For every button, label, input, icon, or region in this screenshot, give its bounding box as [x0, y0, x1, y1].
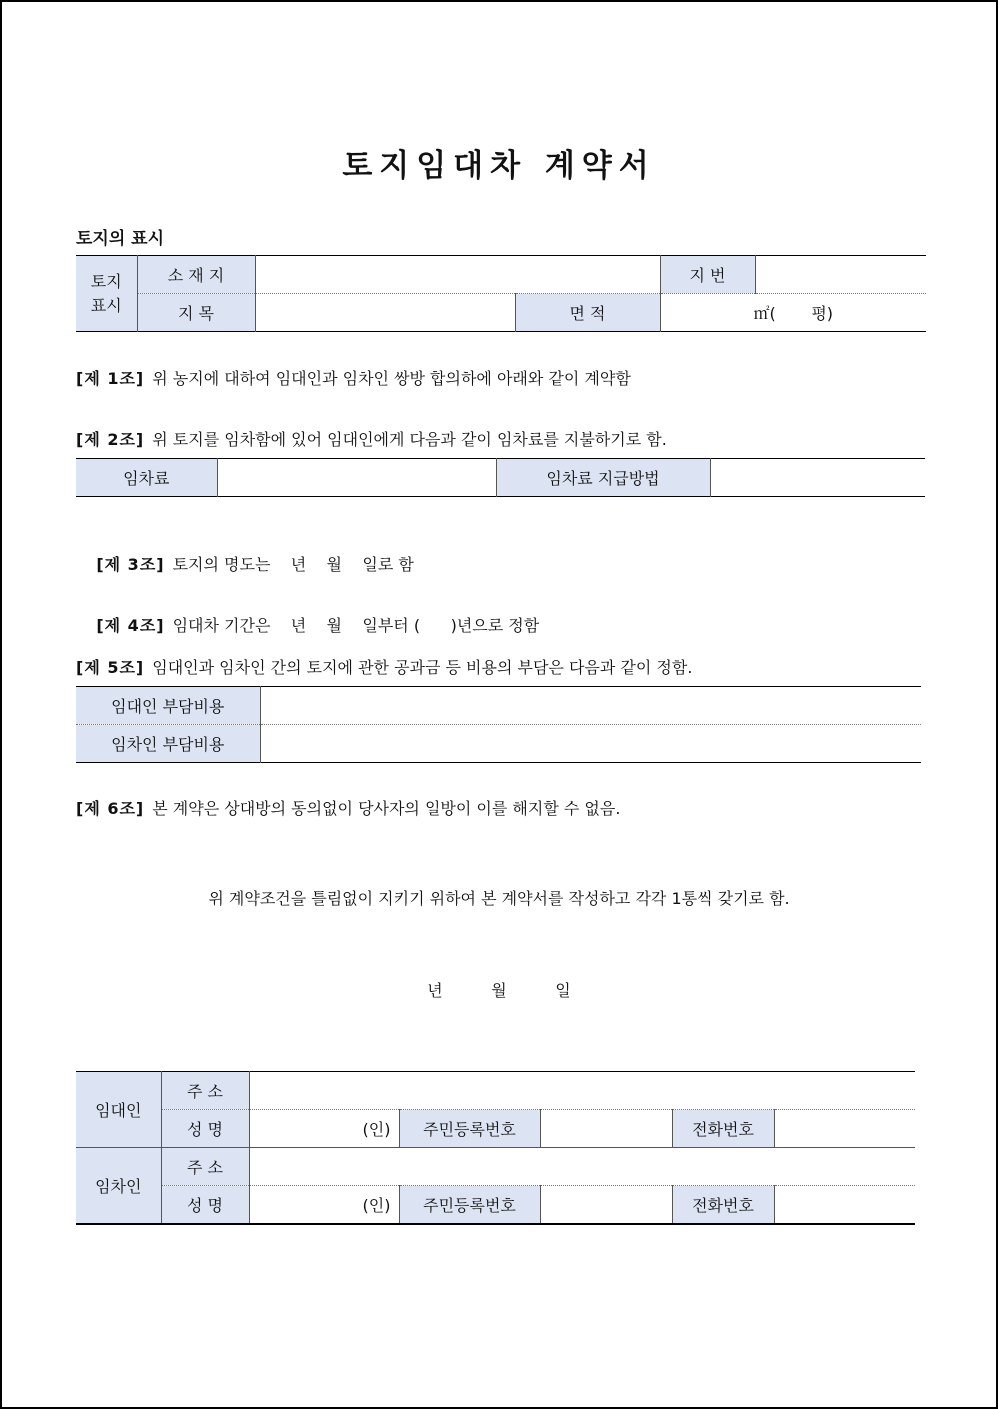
article-2 — [76, 427, 667, 450]
rent-table — [76, 458, 925, 497]
article-1-text: 위 농지에 대하여 임대인과 임차인 쌍방 합의하에 아래와 같이 계약함 — [152, 369, 631, 388]
lot-number-label: 지 번 — [660, 256, 755, 294]
article-5 — [76, 655, 692, 678]
lessee-label: 임차인 — [76, 1148, 161, 1224]
article-6-number: [제 6조] — [76, 799, 145, 818]
lessor-id-label: 주민등록번호 — [399, 1110, 540, 1148]
date-day: 일 — [555, 981, 571, 1000]
article-2-text: 위 토지를 임차함에 있어 임대인에게 다음과 같이 임차료를 지불하기로 함. — [152, 430, 667, 449]
category-field[interactable] — [255, 294, 515, 332]
lot-number-field[interactable] — [755, 256, 926, 294]
contract-date — [2, 978, 996, 1001]
date-month: 월 — [491, 981, 507, 1000]
article-3-text: 토지의 명도는 년 월 일로 함 — [172, 555, 414, 574]
lessee-phone-label: 전화번호 — [672, 1186, 774, 1224]
land-section-heading: 토지의 표시 — [76, 229, 165, 249]
lessor-name-label: 성 명 — [161, 1110, 249, 1148]
article-4-text: 임대차 기간은 년 월 일부터 ( )년으로 정함 — [172, 616, 540, 635]
closing-statement: 위 계약조건을 틀림없이 지키기 위하여 본 계약서를 작성하고 각각 1통씩 갖기로 함. — [208, 889, 790, 908]
lessor-phone-label: 전화번호 — [672, 1110, 774, 1148]
rent-label: 임차료 — [76, 459, 217, 497]
lessor-name-field[interactable]: (인) — [249, 1110, 399, 1148]
article-6 — [76, 796, 620, 819]
lessor-address-field[interactable] — [249, 1072, 915, 1110]
lessee-address-field[interactable] — [249, 1148, 915, 1186]
area-field[interactable]: ㎡( 평) — [660, 294, 926, 332]
area-label: 면 적 — [515, 294, 660, 332]
lessor-label: 임대인 — [76, 1072, 161, 1148]
article-3-number: [제 3조] — [96, 555, 165, 574]
lessee-cost-field[interactable] — [260, 725, 921, 763]
lessee-name-label: 성 명 — [161, 1186, 249, 1224]
lessor-id-field[interactable] — [540, 1110, 672, 1148]
article-5-number: [제 5조] — [76, 658, 145, 677]
lessor-phone-field[interactable] — [774, 1110, 915, 1148]
parties-table — [76, 1071, 915, 1225]
category-label: 지 목 — [137, 294, 255, 332]
payment-method-field[interactable] — [710, 459, 925, 497]
article-4-number: [제 4조] — [96, 616, 165, 635]
land-table — [76, 255, 926, 332]
article-5-text: 임대인과 임차인 간의 토지에 관한 공과금 등 비용의 부담은 다음과 같이 정함. — [152, 658, 693, 677]
lessee-id-field[interactable] — [540, 1186, 672, 1224]
article-4 — [76, 594, 539, 655]
cost-table — [76, 686, 921, 763]
article-6-text: 본 계약은 상대방의 동의없이 당사자의 일방이 이를 해지할 수 없음. — [152, 799, 621, 818]
lessee-id-label: 주민등록번호 — [399, 1186, 540, 1224]
location-field[interactable] — [255, 256, 660, 294]
article-2-number: [제 2조] — [76, 430, 145, 449]
lessor-cost-label: 임대인 부담비용 — [76, 687, 260, 725]
lessee-cost-label: 임차인 부담비용 — [76, 725, 260, 763]
lessor-address-label: 주 소 — [161, 1072, 249, 1110]
lessor-cost-field[interactable] — [260, 687, 921, 725]
article-3 — [76, 533, 414, 594]
lessee-address-label: 주 소 — [161, 1148, 249, 1186]
article-1 — [76, 366, 631, 389]
rent-field[interactable] — [217, 459, 496, 497]
date-year: 년 — [427, 981, 443, 1000]
lessee-name-field[interactable]: (인) — [249, 1186, 399, 1224]
land-row-label: 토지 표시 — [76, 256, 137, 332]
payment-method-label: 임차료 지급방법 — [496, 459, 710, 497]
article-1-number: [제 1조] — [76, 369, 145, 388]
location-label: 소 재 지 — [137, 256, 255, 294]
document-title: 토지임대차 계약서 — [342, 148, 656, 184]
lessee-phone-field[interactable] — [774, 1186, 915, 1224]
